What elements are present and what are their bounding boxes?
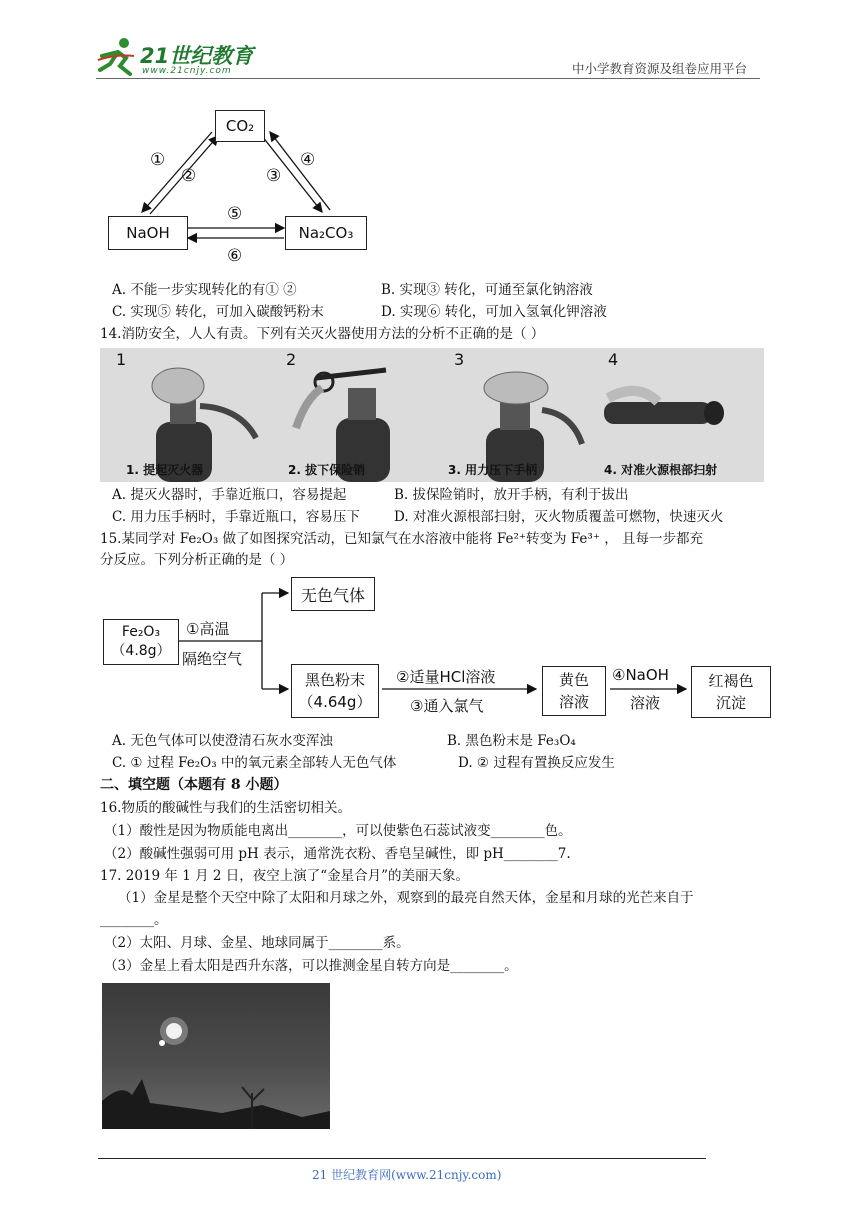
q15-option-b: B. 黑色粉末是 Fe₃O₄ [447, 733, 576, 749]
black-powder-box [291, 664, 379, 718]
black-powder-label: 黑色粉末 [304, 671, 365, 689]
q16-part-1: （1）酸性是因为物质能电离出________，可以使紫色石蕊试液变________色。 [104, 823, 572, 839]
q14-stem: 14.消防安全，人人有责。下列有关灭火器使用方法的分析不正确的是（ ） [100, 326, 545, 342]
q13-option-b: B. 实现③ 转化，可通至氯化钠溶液 [381, 282, 593, 298]
step-2-label: ②适量HCl溶液 [396, 668, 496, 686]
step-3-label: ③通入氯气 [410, 697, 484, 715]
step-3-caption: 3. 用力压下手柄 [448, 463, 538, 477]
q14-option-a: A. 提灭火器时，手靠近瓶口，容易提起 [112, 487, 347, 503]
step-4-caption: 4. 对准火源根部扫射 [604, 463, 718, 477]
q15-stem-line1: 15.某同学对 Fe₂O₃ 做了如图探究活动，已知氯气在水溶液中能将 Fe²⁺转变为 Fe³⁺ ， 且每一步都充 [100, 531, 704, 547]
q13-option-a: A. 不能一步实现转化的有① ② [112, 282, 297, 298]
q15-option-c: C. ① 过程 Fe₂O₃ 中的氧元素全部转人无色气体 [112, 755, 397, 771]
q14-option-c: C. 用力压手柄时，手靠近瓶口，容易压下 [112, 509, 360, 525]
q13-option-c: C. 实现⑤ 转化，可加入碳酸钙粉末 [112, 304, 324, 320]
step-3-panel: 3 3. 用力压下手柄 [432, 348, 598, 482]
marker-5: ⑤ [227, 204, 243, 224]
step-4-reagent: 溶液 [630, 694, 661, 712]
co2-box: CO₂ [215, 110, 265, 142]
footer-rule [98, 1158, 706, 1159]
step-1-label: ①高温 [186, 620, 230, 638]
naoh-box: NaOH [108, 216, 188, 250]
q16-stem: 16.物质的酸碱性与我们的生活密切相关。 [100, 800, 351, 816]
q17-part-3: （3）金星上看太阳是西升东落，可以推测金星自转方向是________。 [104, 958, 518, 974]
logo-text: 21世纪教育 [140, 44, 254, 68]
fe2o3-mass: （4.8g） [111, 643, 171, 659]
header-rule [96, 78, 760, 79]
step-1-panel: 1 1. 提起灭火器 [100, 348, 266, 482]
q15-option-d: D. ② 过程有置换反应发生 [458, 755, 615, 771]
fe2o3-box [103, 619, 179, 665]
q17-part-2: （2）太阳、月球、金星、地球同属于________系。 [104, 935, 410, 951]
precipitate-line2: 沉淀 [715, 694, 746, 712]
colorless-gas-box: 无色气体 [291, 577, 375, 611]
logo-url: www.21cnjy.com [142, 66, 232, 76]
precipitate-line1: 红褐色 [708, 672, 754, 690]
marker-2: ② [181, 166, 197, 186]
q15-stem-line2: 分反应。下列分析正确的是（ ） [100, 552, 294, 568]
step-1-caption: 1. 提起灭火器 [126, 463, 204, 477]
q17-part-1: （1）金星是整个天空中除了太阳和月球之外，观察到的最亮自然天体，金星和月球的光芒来自于 [118, 890, 694, 906]
venus-moon-conjunction-photo [102, 983, 330, 1129]
q14-option-b: B. 拔保险销时，放开手柄，有利于拔出 [394, 487, 629, 503]
yellow-solution-box [542, 666, 606, 716]
section-title-fill-in: 二、填空题（本题有 8 小题） [100, 777, 288, 793]
yellow-solution-line1: 黄色 [558, 671, 589, 689]
extinguisher-steps-image [100, 348, 764, 482]
q14-option-d: D. 对准火源根部扫射，灭火物质覆盖可燃物，快速灭火 [394, 509, 724, 525]
marker-4: ④ [300, 150, 316, 170]
marker-6: ⑥ [227, 246, 243, 266]
q17-part-1-blank: ________。 [100, 912, 168, 928]
black-powder-mass: （4.64g） [298, 693, 372, 711]
red-brown-precipitate-box [691, 666, 771, 718]
q16-part-2: （2）酸碱性强弱可用 pH 表示，通常洗衣粉、香皂呈碱性，即 pH________7. [104, 846, 571, 862]
step-1-condition: 隔绝空气 [182, 650, 243, 668]
q13-option-d: D. 实现⑥ 转化，可加入氢氧化钾溶液 [381, 304, 607, 320]
q15-option-a: A. 无色气体可以使澄清石灰水变浑浊 [112, 733, 333, 749]
step-2-panel: 2 2. 拔下保险销 [266, 348, 432, 482]
na2co3-box: Na₂CO₃ [285, 216, 367, 250]
step-4-label: ④NaOH [612, 666, 669, 684]
step-4-panel: 4 4. 对准火源根部扫射 [598, 348, 764, 482]
yellow-solution-line2: 溶液 [558, 693, 589, 711]
marker-1: ① [150, 150, 166, 170]
step-2-caption: 2. 拔下保险销 [288, 463, 366, 477]
night-sky-image [102, 983, 330, 1129]
footer-site: 21 世纪教育网(www.21cnjy.com) [312, 1168, 502, 1182]
platform-name: 中小学教育资源及组卷应用平台 [572, 61, 748, 76]
runner-logo-icon [96, 36, 136, 78]
q17-stem: 17. 2019 年 1 月 2 日，夜空上演了“金星合月”的美丽天象。 [100, 868, 470, 884]
marker-3: ③ [266, 166, 282, 186]
fe2o3-label: Fe₂O₃ [121, 624, 161, 640]
